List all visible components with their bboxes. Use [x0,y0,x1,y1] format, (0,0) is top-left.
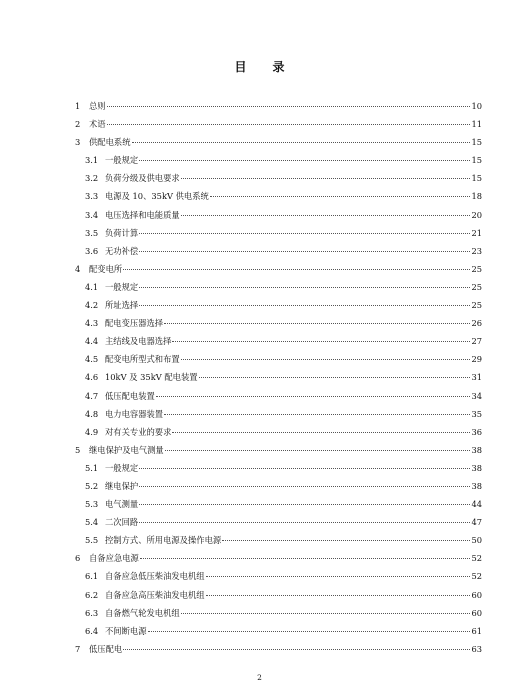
toc-entry-number: 6.3 [85,607,99,618]
toc-entry-number: 4 [75,263,81,274]
toc-leader-dots [139,486,470,487]
toc-entry[interactable] [75,314,482,332]
toc-entry-label: 一般规定 [105,155,139,166]
toc-entry-page: 15 [471,155,482,166]
table-of-contents [75,97,482,658]
page-number: 2 [257,673,262,682]
toc-leader-dots [164,323,470,324]
toc-entry-number: 6 [75,553,81,564]
toc-entry-number: 6.4 [85,625,99,636]
toc-entry[interactable] [75,242,482,260]
toc-entry-number: 4.9 [85,426,99,437]
toc-entry-page: 61 [471,625,482,636]
toc-entry[interactable] [75,387,482,405]
toc-leader-dots [181,215,471,216]
toc-entry-label: 无功补偿 [105,245,139,256]
toc-entry[interactable] [75,477,482,495]
toc-leader-dots [139,251,470,252]
toc-entry[interactable] [75,296,482,314]
toc-leader-dots [123,269,470,270]
toc-entry-page: 25 [471,300,482,311]
toc-entry-number: 3 [75,137,81,148]
toc-leader-dots [107,106,471,107]
toc-entry-number: 5 [75,444,81,455]
toc-entry-page: 52 [471,553,482,564]
toc-leader-dots [132,142,471,143]
toc-entry-number: 5.4 [85,517,99,528]
toc-entry[interactable] [75,640,482,658]
toc-entry-number: 3.4 [85,209,99,220]
toc-entry-label: 配变电所型式和布置 [105,354,180,365]
toc-entry-number: 4.4 [85,336,99,347]
toc-entry-page: 27 [471,336,482,347]
toc-entry-page: 47 [471,517,482,528]
toc-entry-number: 5.1 [85,462,99,473]
toc-leader-dots [140,558,471,559]
toc-entry-label: 术语 [89,119,106,130]
toc-entry-label: 供配电系统 [89,137,131,148]
toc-leader-dots [181,178,471,179]
toc-leader-dots [222,540,470,541]
toc-entry[interactable] [75,151,482,169]
toc-entry-number: 4.3 [85,318,99,329]
toc-entry[interactable] [75,260,482,278]
toc-entry[interactable] [75,97,482,115]
toc-entry[interactable] [75,423,482,441]
toc-entry-label: 自备应急电源 [89,553,139,564]
toc-entry-page: 20 [471,209,482,220]
toc-entry-label: 主结线及电器选择 [105,336,172,347]
toc-entry-page: 38 [471,462,482,473]
toc-title-part2: 录 [272,60,285,74]
toc-entry-number: 4.6 [85,372,99,383]
toc-entry-label: 电气测量 [105,499,139,510]
toc-leader-dots [139,287,470,288]
toc-leader-dots [139,468,470,469]
toc-leader-dots [139,305,470,306]
toc-entry-number: 4.5 [85,354,99,365]
toc-entry-label: 二次回路 [105,517,139,528]
toc-entry-page: 15 [471,173,482,184]
toc-entry-number: 1 [75,101,81,111]
toc-leader-dots [139,504,470,505]
toc-entry-number: 3.2 [85,173,99,184]
toc-title-part1: 目 [234,60,247,74]
toc-entry[interactable] [75,278,482,296]
toc-leader-dots [210,196,471,197]
toc-entry[interactable] [75,495,482,513]
toc-entry-label: 负荷计算 [105,227,139,238]
toc-entry-page: 26 [471,318,482,329]
toc-entry-page: 18 [471,191,482,202]
toc-leader-dots [206,595,471,596]
toc-entry-number: 4.8 [85,408,99,419]
toc-entry-number: 7 [75,643,81,654]
toc-entry[interactable] [75,567,482,585]
toc-entry-page: 23 [471,245,482,256]
toc-title [0,58,519,75]
toc-entry-label: 继电保护 [105,480,139,491]
toc-entry-number: 5.2 [85,480,99,491]
toc-entry[interactable] [75,459,482,477]
toc-entry-page: 38 [471,480,482,491]
toc-entry-page: 36 [471,426,482,437]
toc-leader-dots [139,160,470,161]
toc-entry[interactable] [75,622,482,640]
toc-entry-page: 38 [471,444,482,455]
toc-entry-number: 4.2 [85,300,99,311]
toc-entry-page: 52 [471,571,482,582]
toc-entry-number: 6.2 [85,589,99,600]
toc-entry[interactable] [75,115,482,133]
toc-leader-dots [123,649,470,650]
toc-entry-label: 配电变压器选择 [105,318,164,329]
toc-entry-page: 44 [471,499,482,510]
toc-entry-label: 不间断电源 [105,625,147,636]
toc-entry-label: 总则 [89,101,106,111]
toc-entry-number: 5.3 [85,499,99,510]
toc-entry-page: 29 [471,354,482,365]
toc-leader-dots [156,396,471,397]
toc-entry-number: 5.5 [85,535,99,546]
toc-entry[interactable] [75,405,482,423]
toc-entry-label: 控制方式、所用电源及操作电源 [105,535,222,546]
toc-entry-page: 21 [471,227,482,238]
toc-entry[interactable] [75,441,482,459]
toc-entry-label: 负荷分级及供电要求 [105,173,180,184]
toc-entry-label: 电源及 10、35kV 供电系统 [105,191,209,202]
toc-entry[interactable] [75,332,482,350]
toc-entry[interactable] [75,206,482,224]
toc-entry-label: 所址选择 [105,300,139,311]
toc-entry[interactable] [75,224,482,242]
toc-entry-page: 35 [471,408,482,419]
toc-entry-number: 6.1 [85,571,99,582]
toc-entry-label: 对有关专业的要求 [105,426,172,437]
toc-entry-label: 一般规定 [105,462,139,473]
toc-entry-label: 低压配电装置 [105,390,155,401]
toc-entry[interactable] [75,604,482,622]
toc-leader-dots [206,576,471,577]
toc-entry-page: 25 [471,263,482,274]
toc-entry-page: 50 [471,535,482,546]
toc-leader-dots [107,124,471,125]
toc-leader-dots [172,432,470,433]
toc-leader-dots [181,359,471,360]
toc-entry-label: 10kV 及 35kV 配电装置 [105,372,198,383]
toc-entry-number: 3.3 [85,191,99,202]
toc-entry-page: 10 [471,101,482,111]
toc-entry-label: 自备燃气轮发电机组 [105,607,180,618]
toc-entry-number: 3.6 [85,245,99,256]
toc-entry[interactable] [75,531,482,549]
toc-entry-number: 3.5 [85,227,99,238]
toc-entry-page: 11 [471,119,482,130]
toc-entry-page: 60 [471,607,482,618]
toc-entry-label: 继电保护及电气测量 [89,444,164,455]
toc-entry-page: 63 [471,643,482,654]
toc-entry-page: 34 [471,390,482,401]
toc-entry-label: 电力电容器装置 [105,408,164,419]
toc-leader-dots [164,414,470,415]
toc-entry[interactable] [75,350,482,368]
toc-entry-label: 电压选择和电能质量 [105,209,180,220]
toc-entry[interactable] [75,513,482,531]
toc-entry-page: 31 [471,372,482,383]
toc-entry-page: 15 [471,137,482,148]
toc-entry-number: 4.7 [85,390,99,401]
toc-entry[interactable] [75,549,482,567]
toc-entry-number: 4.1 [85,281,99,292]
toc-entry-label: 低压配电 [89,643,123,654]
toc-entry-label: 自备应急低压柴油发电机组 [105,571,205,582]
toc-entry-label: 一般规定 [105,281,139,292]
toc-leader-dots [199,377,471,378]
toc-leader-dots [181,613,471,614]
toc-leader-dots [139,522,470,523]
toc-leader-dots [165,450,471,451]
toc-entry-page: 60 [471,589,482,600]
toc-entry-label: 自备应急高压柴油发电机组 [105,589,205,600]
toc-leader-dots [148,631,471,632]
toc-entry-page: 25 [471,281,482,292]
toc-entry[interactable] [75,133,482,151]
toc-entry[interactable] [75,368,482,386]
toc-leader-dots [139,233,470,234]
toc-entry-number: 3.1 [85,155,99,166]
toc-entry[interactable] [75,586,482,604]
toc-entry-label: 配变电所 [89,263,123,274]
toc-entry-number: 2 [75,119,81,130]
toc-leader-dots [172,341,470,342]
toc-entry[interactable] [75,187,482,205]
toc-entry[interactable] [75,169,482,187]
